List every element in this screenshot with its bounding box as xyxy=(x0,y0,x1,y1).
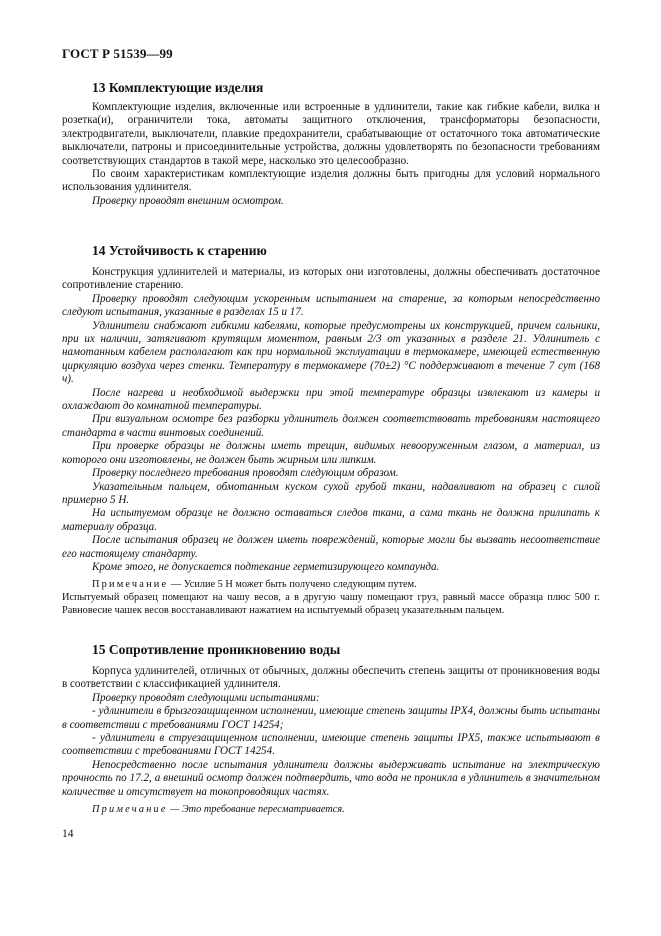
paragraph: При визуальном осмотре без разборки удлинитель должен соответствовать требованиям настоящего стандарта в части винтовых соединений. xyxy=(62,413,600,439)
paragraph: Непосредственно после испытания удлинители должны выдерживать испытание на электрическую прочность по 17.2, а внешний осмотр должен подтвердить, что вода не проникла в удлинитель в значительном количестве и отсутствует на токопроводящих частях. xyxy=(62,758,600,798)
section-15-title: 15 Сопротивление проникновению воды xyxy=(92,642,341,657)
paragraph: Указательным пальцем, обмотанным куском сухой грубой ткани, надавливают на образец с силой примерно 5 Н. xyxy=(62,480,600,506)
paragraph: На испытуемом образце не должно оставаться следов ткани, а сама ткань не должна прилипать к материалу образца. xyxy=(62,507,600,533)
paragraph: При проверке образцы не должны иметь трещин, видимых невооруженным глазом, а материал, из которого они изготовлены, не должен быть жирным или липким. xyxy=(62,440,600,466)
note-text: — Это требование пересматривается. xyxy=(167,804,345,816)
note xyxy=(62,804,600,817)
paragraph: Конструкция удлинителей и материалы, из которых они изготовлены, должны обеспечивать достаточное сопротивление старению. xyxy=(62,266,600,292)
note xyxy=(62,579,600,592)
paragraph: Кроме этого, не допускается подтекание герметизирующего компаунда. xyxy=(92,560,440,573)
note-label: Примечание xyxy=(92,804,168,816)
paragraph: После нагрева и необходимой выдержки при этой температуре образцы извлекают из камеры и охлаждают до комнатной температуры. xyxy=(62,386,600,413)
page-number: 14 xyxy=(62,828,74,840)
note-label: Примечание xyxy=(92,579,169,591)
paragraph: Проверку проводят следующим ускоренным испытанием на старение, за которым непосредственно следуют испытания, указанные в разделах 15 и 17. xyxy=(62,292,600,319)
section-13-body xyxy=(62,101,600,208)
paragraph: Проверку проводят внешним осмотром. xyxy=(92,194,284,207)
paragraph: По своим характеристикам комплектующие изделия должны быть пригодны для условий нормального использования удлинителя. xyxy=(62,168,600,194)
paragraph: Удлинители снабжают гибкими кабелями, которые предусмотрены их конструкцией, причем сальники, при их наличии, затягивают крутящим моментом, равным 2/3 от указанных в разделе 21. Удлинитель с намотанным кабелем располагают как при нормальной эксплуатации в термокамере, имеющей естественную циркуляцию воздуха через стенки. Температуру в термокамере (70±2) °С поддерживают в течение 7 сут (168 ч). xyxy=(62,319,600,386)
list-item: - удлинители в струезащищенном исполнении, имеющие степень защиты IPX5, также испытывают в соответствии с требованиями ГОСТ 14254. xyxy=(62,732,600,758)
paragraph: Корпуса удлинителей, отличных от обычных, должны обеспечить степень защиты от проникновения воды в соответствии с классификацией удлинителя. xyxy=(62,665,600,691)
list-item: - удлинители в брызгозащищенном исполнении, имеющие степень защиты IPX4, должны быть испытаны в соответствии с требованиями ГОСТ 14254; xyxy=(62,705,600,731)
paragraph: Проверку последнего требования проводят следующим образом. xyxy=(92,467,399,480)
section-13-title: 13 Комплектующие изделия xyxy=(92,80,264,95)
section-14-body xyxy=(62,266,600,617)
paragraph: Комплектующие изделия, включенные или встроенные в удлинители, такие как гибкие кабели, вилка и розетка(и), ограничители тока, автоматы защитного отключения, трансформаторы безопасности, электродвигатели, выключатели, плавкие предохранители, срабатывающие от остаточного тока автоматические выключатели, патроны и присоединительные устройства, должны удовлетворять по безопасности требованиям соответствующих стандартов в такой мере, насколько это целесообразно. xyxy=(62,101,600,167)
document-header: ГОСТ Р 51539—99 xyxy=(62,46,173,61)
section-14-title: 14 Устойчивость к старению xyxy=(92,243,267,258)
note-continuation: Испытуемый образец помещают на чашу весов, а в другую чашу помещают груз, равный массе образца плюс 500 г. Равновесие чашек весов восстанавливают нажатием на испытуемый образец указательным пальцем. xyxy=(62,591,600,616)
paragraph: Проверку проводят следующими испытаниями: xyxy=(92,691,320,704)
paragraph: После испытания образец не должен иметь повреждений, которые могли бы вызвать несоответствие его настоящему стандарту. xyxy=(62,534,600,560)
note-text: — Усилие 5 Н может быть получено следующим путем. xyxy=(168,579,417,591)
section-15-body xyxy=(62,665,600,817)
